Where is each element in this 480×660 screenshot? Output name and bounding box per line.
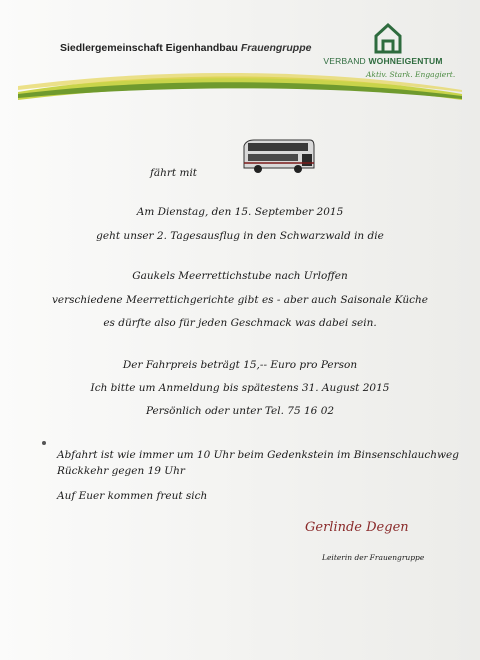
contact-text: Persönlich oder unter Tel. 75 16 02 xyxy=(145,405,335,417)
logo-slogan: Aktiv. Stark. Engagiert. xyxy=(366,70,456,79)
house-icon xyxy=(374,22,402,54)
price-text: Der Fahrpreis beträgt 15,-- Euro pro Person xyxy=(122,359,358,371)
bus-icon xyxy=(240,136,316,176)
decorative-swoosh xyxy=(18,66,462,112)
margin-mark xyxy=(42,441,46,445)
signature: Gerlinde Degen xyxy=(305,520,409,535)
date-text: Am Dienstag, den 15. September 2015 xyxy=(136,206,344,218)
organization-name: Siedlergemeinschaft Eigenhandbau xyxy=(60,42,238,54)
taste-text: es dürfte also für jeden Geschmack was dabei sein. xyxy=(103,317,377,329)
return-text: Rückkehr gegen 19 Uhr xyxy=(57,465,185,477)
trip-text: geht unser 2. Tagesausflug in den Schwarzwald in die xyxy=(96,230,384,242)
logo-brand xyxy=(318,56,448,66)
intro-text: fährt mit xyxy=(150,167,198,179)
venue-text: Gaukels Meerrettichstube nach Urloffen xyxy=(132,270,348,282)
menu-text: verschiedene Meerrettichgerichte gibt es - aber auch Saisonale Küche xyxy=(51,294,429,306)
logo-brand-prefix: VERBAND xyxy=(323,56,366,66)
logo-brand-main: WOHNEIGENTUM xyxy=(368,56,443,66)
closing-text: Auf Euer kommen freut sich xyxy=(57,490,208,502)
header-organization xyxy=(60,42,311,54)
departure-text: Abfahrt ist wie immer um 10 Uhr beim Gedenkstein im Binsenschlauchweg xyxy=(57,449,459,461)
registration-text: Ich bitte um Anmeldung bis spätestens 31. August 2015 xyxy=(90,382,390,394)
group-name: Frauengruppe xyxy=(240,42,312,54)
signature-role: Leiterin der Frauengruppe xyxy=(322,553,425,562)
